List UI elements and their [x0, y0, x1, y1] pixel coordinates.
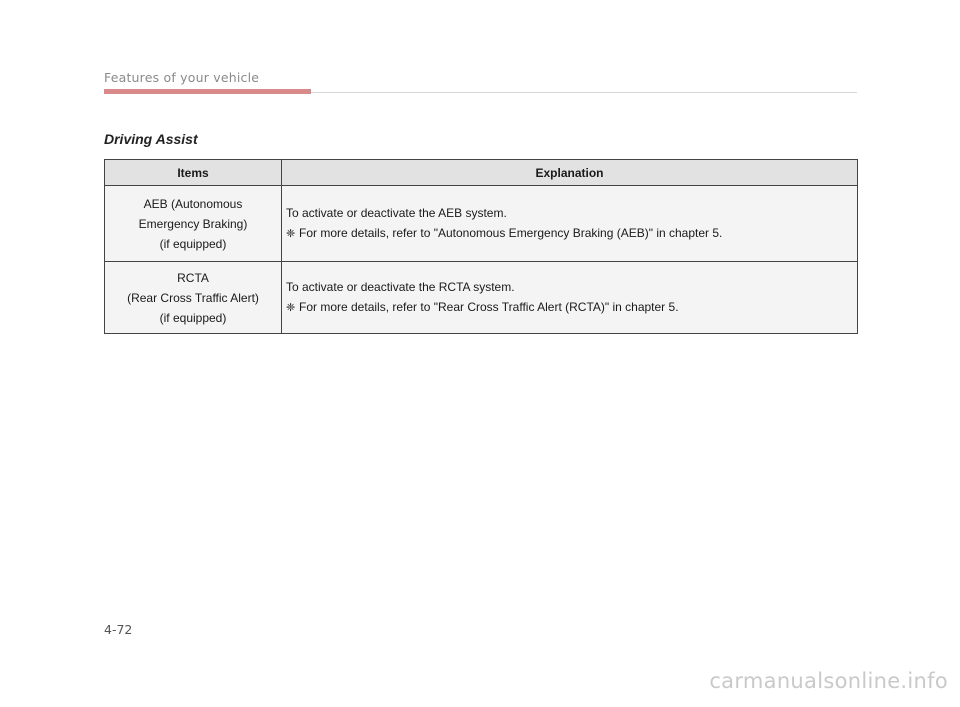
- header-divider: [311, 92, 857, 93]
- header-title: Features of your vehicle: [104, 70, 260, 85]
- note-symbol-icon: ❈: [286, 302, 296, 314]
- item-line: Emergency Braking): [138, 216, 248, 231]
- item-cell: [105, 262, 282, 334]
- note-text: For more details, refer to "Rear Cross Traffic Alert (RCTA)" in chapter 5.: [299, 300, 679, 314]
- page-number: 4-72: [104, 622, 133, 637]
- watermark-text: carmanualsonline.info: [709, 669, 948, 693]
- section-title: Driving Assist: [104, 131, 198, 147]
- item-line: (if equipped): [159, 236, 227, 251]
- note-text: For more details, refer to "Autonomous Emergency Braking (AEB)" in chapter 5.: [299, 226, 723, 240]
- item-line: (Rear Cross Traffic Alert): [127, 290, 259, 305]
- item-cell: [105, 186, 282, 262]
- header-accent-bar: [104, 89, 311, 94]
- column-header-items: Items: [105, 160, 282, 186]
- table-header-row: [105, 160, 858, 186]
- item-line: AEB (Autonomous: [143, 196, 243, 211]
- driving-assist-table: [104, 159, 858, 334]
- explanation-cell: [282, 262, 858, 334]
- column-header-explanation: Explanation: [282, 160, 858, 186]
- explanation-text: To activate or deactivate the AEB system.: [286, 206, 507, 220]
- item-line: (if equipped): [159, 310, 227, 325]
- item-line: RCTA: [177, 270, 209, 285]
- explanation-note: [282, 223, 857, 244]
- table-row: [105, 186, 858, 262]
- explanation-cell: [282, 186, 858, 262]
- note-symbol-icon: ❈: [286, 228, 296, 240]
- explanation-note: [282, 297, 857, 318]
- table-row: [105, 262, 858, 334]
- explanation-text: To activate or deactivate the RCTA system.: [286, 280, 515, 294]
